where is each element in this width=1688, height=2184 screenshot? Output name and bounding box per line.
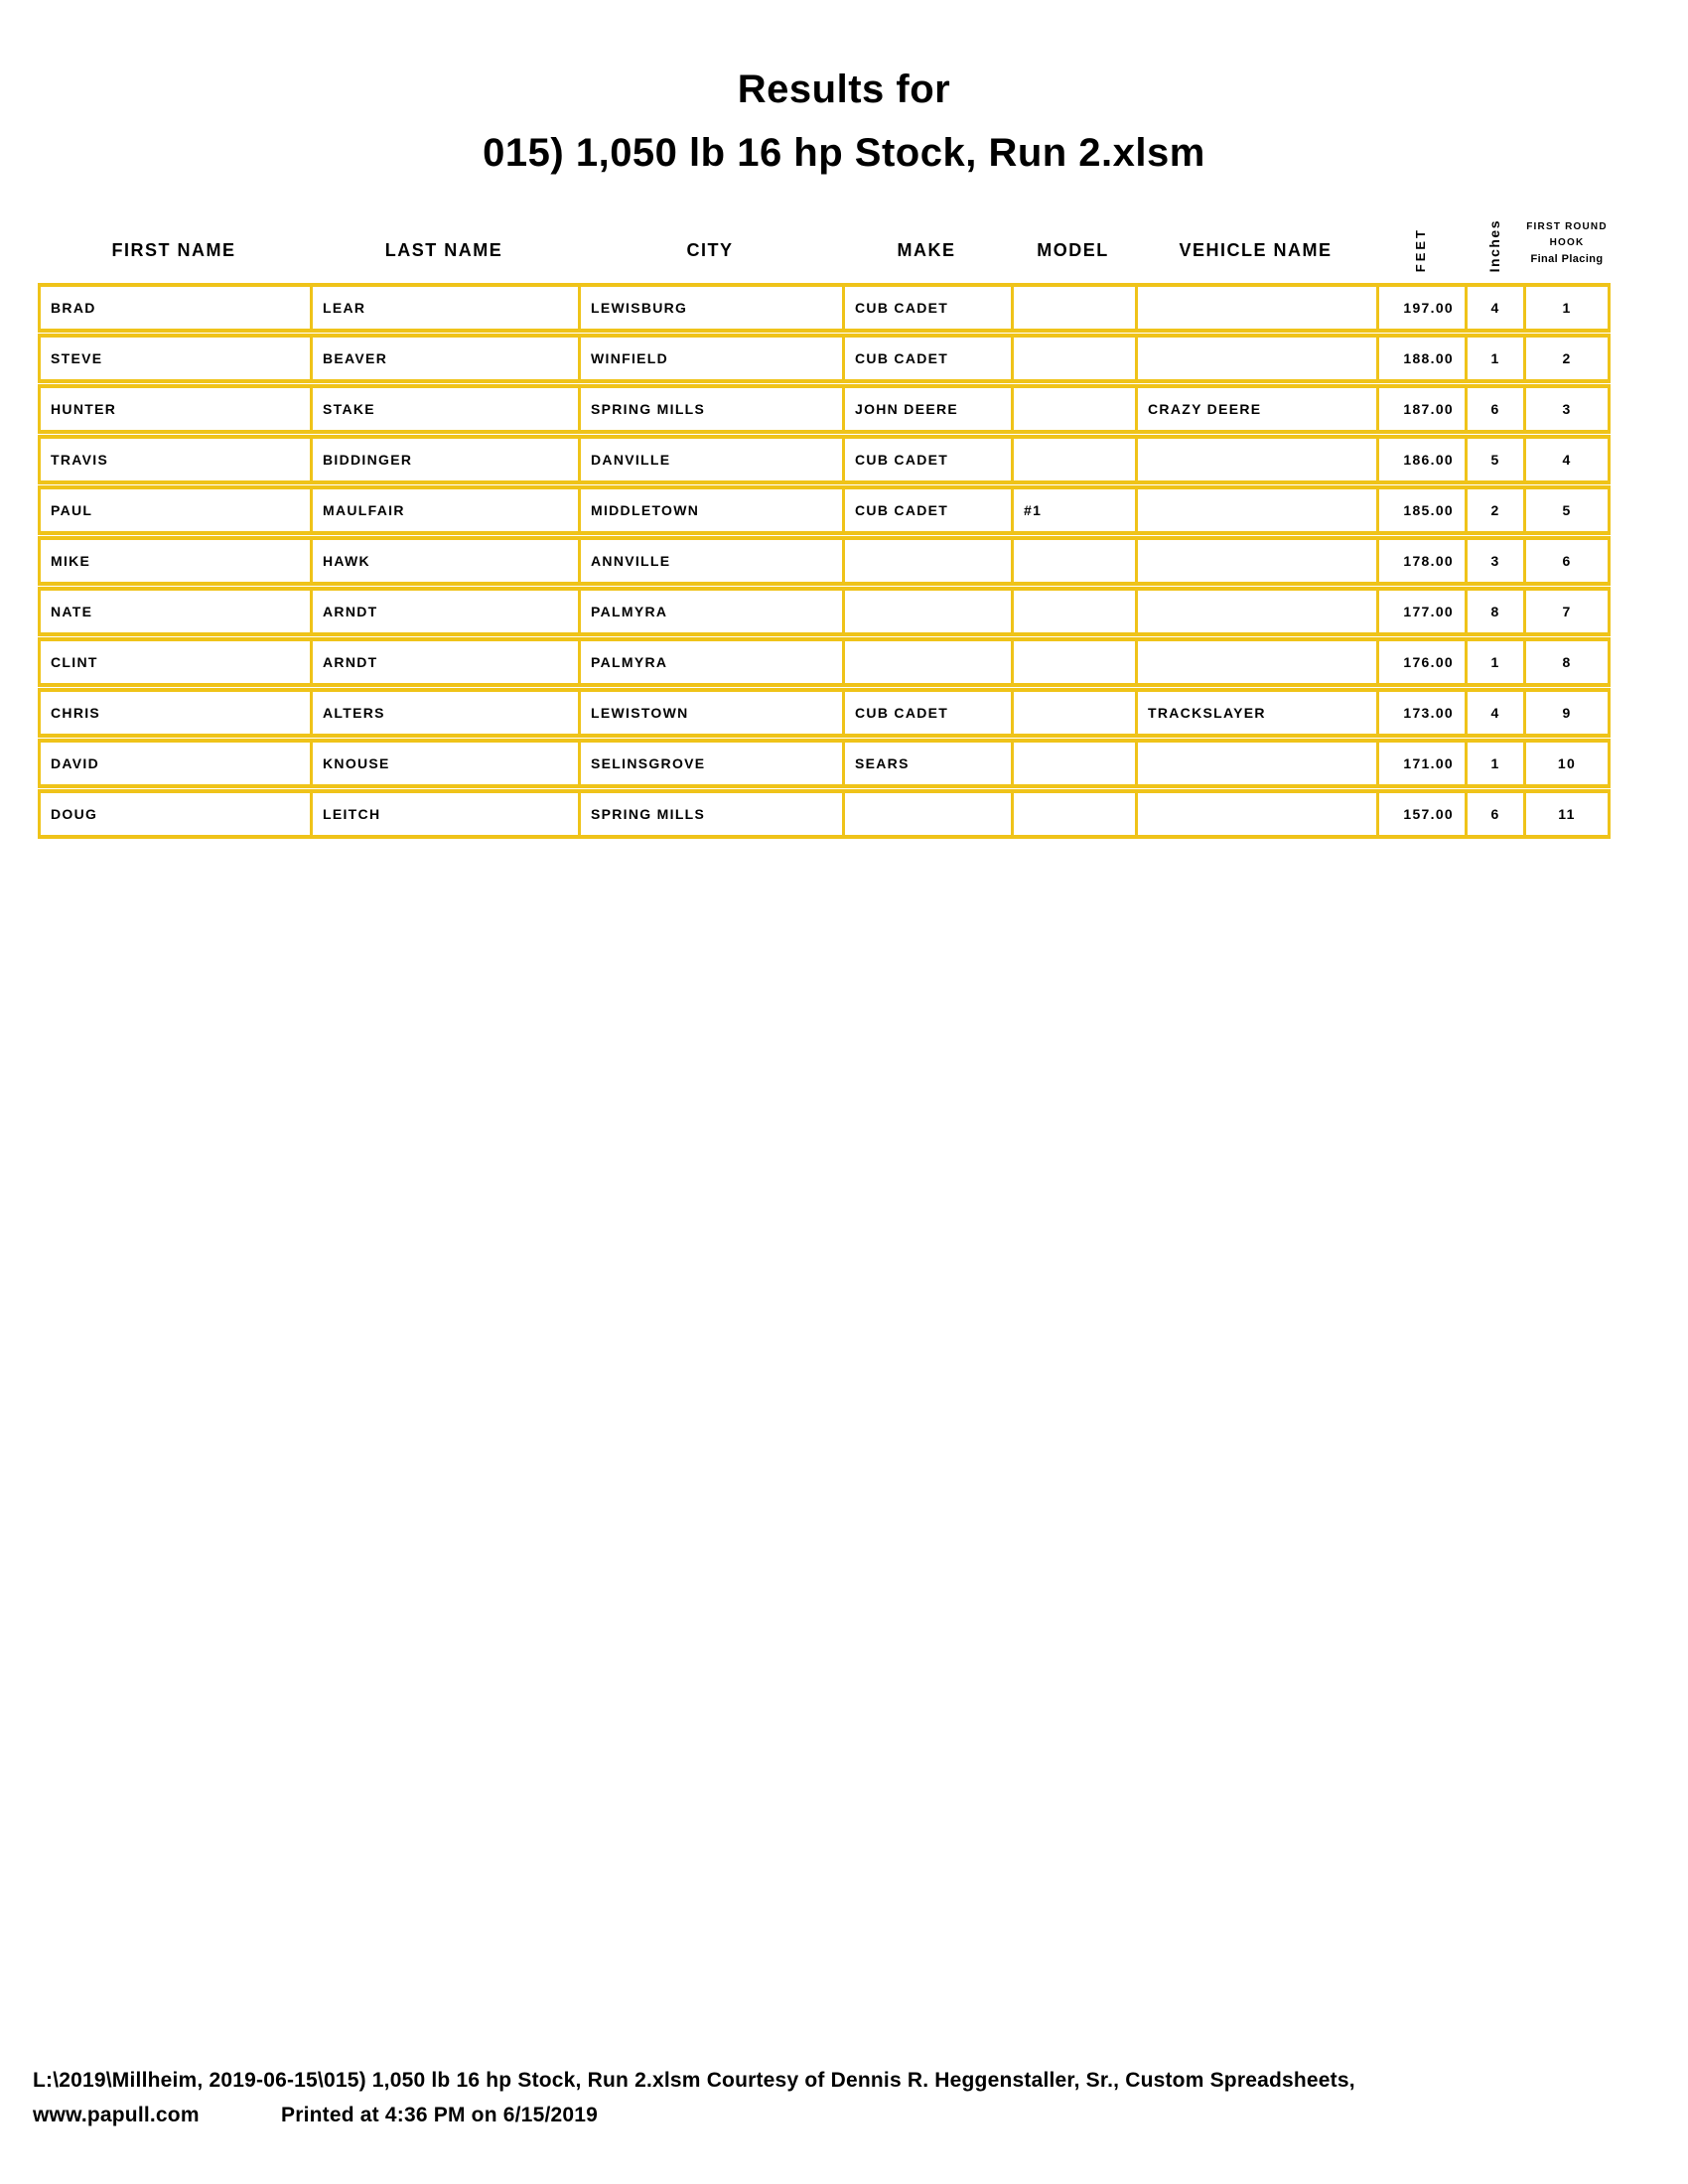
column-header-feet <box>1376 204 1465 283</box>
footer-printed-timestamp: Printed at 4:36 PM on 6/15/2019 <box>281 2104 598 2126</box>
cell-vehicle-name <box>1135 439 1376 480</box>
cell-city: SELINSGROVE <box>578 743 842 784</box>
cell-inches: 1 <box>1465 743 1523 784</box>
cell-first-name: STEVE <box>51 350 103 366</box>
cell-first-name: BRAD <box>51 300 96 316</box>
table-body <box>38 283 1611 839</box>
column-header-feet-label: FEET <box>1413 226 1428 272</box>
cell-feet: 171.00 <box>1376 743 1465 784</box>
cell-make <box>842 540 1011 582</box>
cell-make <box>842 641 1011 683</box>
cell-first-name: CLINT <box>51 654 98 670</box>
table-row <box>38 334 1611 383</box>
column-header-inches <box>1465 204 1523 283</box>
cell-model <box>1011 287 1135 329</box>
cell-city: PALMYRA <box>578 641 842 683</box>
cell-city: PALMYRA <box>578 591 842 632</box>
cell-make: JOHN DEERE <box>842 388 1011 430</box>
cell-city: SPRING MILLS <box>578 388 842 430</box>
cell-first-name: DAVID <box>51 755 100 771</box>
cell-first-name: PAUL <box>51 502 93 518</box>
cell-city: MIDDLETOWN <box>578 489 842 531</box>
cell-model <box>1011 388 1135 430</box>
cell-inches: 4 <box>1465 287 1523 329</box>
hook-header-line1: FIRST ROUND <box>1526 221 1608 232</box>
cell-last-name: MAULFAIR <box>310 489 578 531</box>
cell-final-placing: 1 <box>1523 287 1608 329</box>
table-row <box>38 536 1611 586</box>
cell-vehicle-name <box>1135 540 1376 582</box>
column-header-first-name: FIRST NAME <box>111 240 236 260</box>
cell-last-name: LEITCH <box>310 793 578 835</box>
cell-first-name: CHRIS <box>51 705 101 721</box>
cell-first-name: NATE <box>51 604 93 619</box>
cell-city: LEWISTOWN <box>578 692 842 734</box>
cell-vehicle-name <box>1135 287 1376 329</box>
hook-header-line2: HOOK <box>1549 237 1585 248</box>
cell-model <box>1011 338 1135 379</box>
table-row <box>38 283 1611 333</box>
cell-inches: 8 <box>1465 591 1523 632</box>
cell-vehicle-name: TRACKSLAYER <box>1135 692 1376 734</box>
results-table <box>38 204 1611 840</box>
cell-model <box>1011 439 1135 480</box>
cell-make: CUB CADET <box>842 338 1011 379</box>
table-row <box>38 435 1611 484</box>
table-row <box>38 688 1611 738</box>
cell-last-name: HAWK <box>310 540 578 582</box>
table-row <box>38 739 1611 788</box>
cell-final-placing: 11 <box>1523 793 1608 835</box>
cell-make: CUB CADET <box>842 489 1011 531</box>
cell-first-name: HUNTER <box>51 401 117 417</box>
cell-inches: 1 <box>1465 641 1523 683</box>
cell-final-placing: 5 <box>1523 489 1608 531</box>
cell-make <box>842 793 1011 835</box>
cell-feet: 178.00 <box>1376 540 1465 582</box>
cell-inches: 2 <box>1465 489 1523 531</box>
cell-model <box>1011 641 1135 683</box>
cell-last-name: ALTERS <box>310 692 578 734</box>
cell-feet: 187.00 <box>1376 388 1465 430</box>
hook-header-line3: Final Placing <box>1530 253 1604 265</box>
table-row <box>38 637 1611 687</box>
page-title-line2: 015) 1,050 lb 16 hp Stock, Run 2.xlsm <box>483 131 1205 175</box>
cell-vehicle-name <box>1135 641 1376 683</box>
cell-make: CUB CADET <box>842 692 1011 734</box>
cell-first-name: DOUG <box>51 806 98 822</box>
cell-inches: 6 <box>1465 793 1523 835</box>
column-header-model: MODEL <box>1037 240 1109 260</box>
cell-feet: 186.00 <box>1376 439 1465 480</box>
table-row <box>38 384 1611 434</box>
table-row <box>38 789 1611 839</box>
cell-final-placing: 4 <box>1523 439 1608 480</box>
cell-vehicle-name: CRAZY DEERE <box>1135 388 1376 430</box>
table-row <box>38 485 1611 535</box>
cell-final-placing: 10 <box>1523 743 1608 784</box>
cell-city: LEWISBURG <box>578 287 842 329</box>
cell-vehicle-name <box>1135 743 1376 784</box>
cell-vehicle-name <box>1135 489 1376 531</box>
cell-feet: 185.00 <box>1376 489 1465 531</box>
cell-last-name: ARNDT <box>310 591 578 632</box>
cell-inches: 6 <box>1465 388 1523 430</box>
cell-inches: 3 <box>1465 540 1523 582</box>
cell-vehicle-name <box>1135 338 1376 379</box>
cell-last-name: BEAVER <box>310 338 578 379</box>
cell-last-name: BIDDINGER <box>310 439 578 480</box>
cell-last-name: STAKE <box>310 388 578 430</box>
cell-first-name: MIKE <box>51 553 91 569</box>
column-header-last-name: LAST NAME <box>384 240 503 260</box>
cell-last-name: KNOUSE <box>310 743 578 784</box>
cell-model <box>1011 591 1135 632</box>
cell-model: #1 <box>1011 489 1135 531</box>
cell-final-placing: 6 <box>1523 540 1608 582</box>
cell-inches: 5 <box>1465 439 1523 480</box>
cell-vehicle-name <box>1135 793 1376 835</box>
cell-feet: 188.00 <box>1376 338 1465 379</box>
cell-final-placing: 7 <box>1523 591 1608 632</box>
column-header-inches-label: Inches <box>1485 218 1502 272</box>
cell-first-name: TRAVIS <box>51 452 109 468</box>
cell-feet: 177.00 <box>1376 591 1465 632</box>
cell-inches: 4 <box>1465 692 1523 734</box>
page-title-line1: Results for <box>737 68 951 111</box>
column-header-city: CITY <box>686 240 734 260</box>
cell-model <box>1011 540 1135 582</box>
cell-inches: 1 <box>1465 338 1523 379</box>
column-header-final-placing <box>1523 204 1611 283</box>
cell-feet: 157.00 <box>1376 793 1465 835</box>
cell-make: CUB CADET <box>842 439 1011 480</box>
cell-make: SEARS <box>842 743 1011 784</box>
cell-feet: 197.00 <box>1376 287 1465 329</box>
page-footer <box>33 2068 1651 2127</box>
cell-model <box>1011 743 1135 784</box>
cell-city: SPRING MILLS <box>578 793 842 835</box>
column-header-make: MAKE <box>897 240 956 260</box>
cell-final-placing: 8 <box>1523 641 1608 683</box>
page-title <box>0 58 1688 185</box>
cell-final-placing: 2 <box>1523 338 1608 379</box>
cell-final-placing: 3 <box>1523 388 1608 430</box>
cell-city: DANVILLE <box>578 439 842 480</box>
table-header-row <box>38 204 1611 283</box>
cell-last-name: LEAR <box>310 287 578 329</box>
table-row <box>38 587 1611 636</box>
cell-last-name: ARNDT <box>310 641 578 683</box>
footer-line2 <box>33 2103 1651 2127</box>
cell-final-placing: 9 <box>1523 692 1608 734</box>
cell-model <box>1011 793 1135 835</box>
column-header-vehicle-name: VEHICLE NAME <box>1179 240 1333 260</box>
cell-feet: 176.00 <box>1376 641 1465 683</box>
cell-make: CUB CADET <box>842 287 1011 329</box>
cell-city: ANNVILLE <box>578 540 842 582</box>
footer-file-path: L:\2019\Millheim, 2019-06-15\015) 1,050 lb 16 hp Stock, Run 2.xlsm Courtesy of Dennis R. Heggenstaller, Sr., Custom Spreadsheets, <box>33 2069 1355 2092</box>
cell-model <box>1011 692 1135 734</box>
cell-city: WINFIELD <box>578 338 842 379</box>
footer-website: www.papull.com <box>33 2104 200 2126</box>
cell-vehicle-name <box>1135 591 1376 632</box>
cell-feet: 173.00 <box>1376 692 1465 734</box>
cell-make <box>842 591 1011 632</box>
